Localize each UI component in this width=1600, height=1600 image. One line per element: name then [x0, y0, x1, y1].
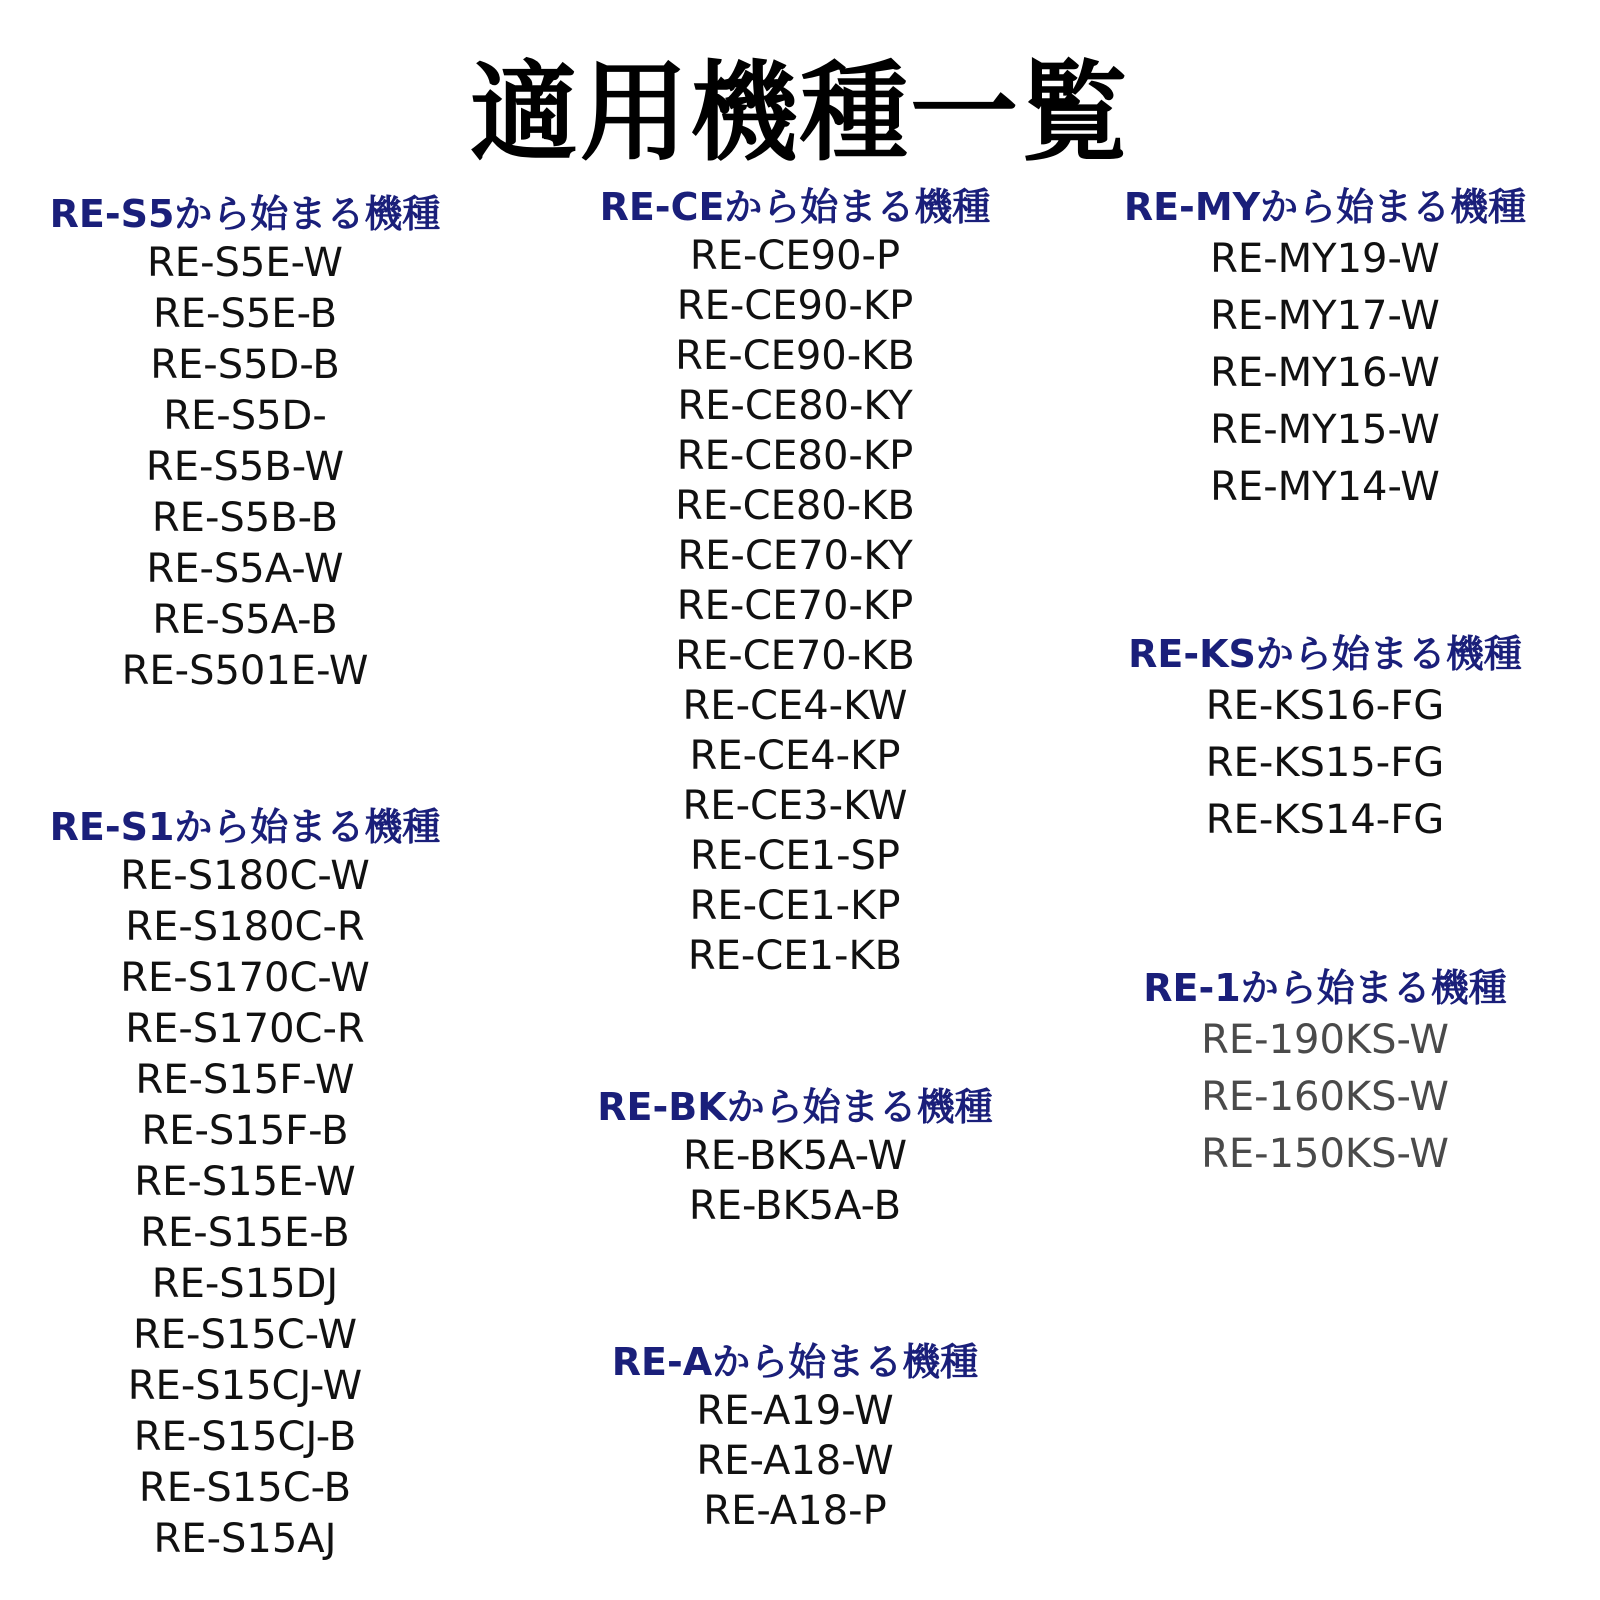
model-item: RE-S15C-W [132, 1311, 358, 1358]
model-item: RE-S15E-B [140, 1209, 350, 1256]
model-item: RE-S5B-B [151, 494, 339, 541]
model-item: RE-150KS-W [1201, 1130, 1449, 1177]
model-item: RE-S180C-R [125, 903, 365, 950]
group-heading: RE-BKから始まる機種 [597, 1085, 993, 1129]
model-item: RE-KS16-FG [1205, 682, 1445, 729]
model-item: RE-MY14-W [1210, 463, 1440, 510]
model-group-re-1 [1100, 966, 1550, 1183]
model-item: RE-A18-W [696, 1437, 894, 1484]
model-item: RE-BK5A-B [688, 1182, 902, 1229]
page-title: 適用機種一覧 [469, 51, 1130, 176]
model-item: RE-S5A-W [146, 545, 344, 592]
model-list [30, 238, 460, 697]
model-item: RE-CE3-KW [682, 782, 908, 829]
model-item: RE-CE1-SP [689, 832, 901, 879]
model-item: RE-A18-P [703, 1487, 887, 1534]
model-item: RE-S170C-W [120, 954, 370, 1001]
model-item: RE-S5B-W [145, 443, 345, 490]
model-item: RE-A19-W [696, 1387, 894, 1434]
model-group-re-s1 [30, 805, 460, 1565]
model-item: RE-160KS-W [1201, 1073, 1449, 1120]
model-item: RE-CE70-KB [675, 632, 915, 679]
group-heading: RE-MYから始まる機種 [1123, 185, 1527, 229]
model-item: RE-S5A-B [152, 596, 338, 643]
model-item: RE-S15F-B [141, 1107, 349, 1154]
model-item: RE-CE80-KY [677, 382, 913, 429]
model-list [1100, 678, 1550, 849]
model-item: RE-S501E-W [121, 647, 369, 694]
model-item: RE-S15CJ-B [133, 1413, 357, 1460]
model-item: RE-CE4-KP [689, 732, 901, 779]
model-item: RE-MY19-W [1210, 235, 1440, 282]
model-item: RE-KS15-FG [1205, 739, 1445, 786]
model-item: RE-190KS-W [1201, 1016, 1449, 1063]
model-item: RE-MY16-W [1210, 349, 1440, 396]
model-item: RE-CE70-KY [677, 532, 913, 579]
group-heading: RE-S5から始まる機種 [49, 192, 441, 236]
model-item: RE-S15CJ-W [127, 1362, 363, 1409]
model-list [575, 1131, 1015, 1231]
model-list [575, 231, 1015, 981]
model-item: RE-KS14-FG [1205, 796, 1445, 843]
model-item: RE-S5E-W [147, 239, 343, 286]
model-item: RE-CE70-KP [676, 582, 914, 629]
model-group-re-a [575, 1340, 1015, 1536]
model-item: RE-CE90-P [689, 232, 901, 279]
model-item: RE-MY17-W [1210, 292, 1440, 339]
model-item: RE-S15DJ [151, 1260, 339, 1307]
model-item: RE-S15C-B [138, 1464, 352, 1511]
model-list [30, 851, 460, 1565]
model-item: RE-CE90-KB [675, 332, 915, 379]
model-item: RE-CE90-KP [676, 282, 914, 329]
model-group-re-s5 [30, 192, 460, 697]
group-heading: RE-Aから始まる機種 [611, 1340, 979, 1384]
model-item: RE-S5E-B [152, 290, 338, 337]
model-item: RE-CE1-KB [687, 932, 903, 979]
group-heading: RE-CEから始まる機種 [599, 185, 991, 229]
model-group-re-bk [575, 1085, 1015, 1231]
group-heading: RE-S1から始まる機種 [49, 805, 441, 849]
model-item: RE-BK5A-W [682, 1132, 908, 1179]
model-item: RE-S15E-W [134, 1158, 356, 1205]
model-item: RE-S170C-R [125, 1005, 365, 1052]
model-group-re-ce [575, 185, 1015, 981]
model-item: RE-S5D- [163, 392, 327, 439]
model-list [575, 1386, 1015, 1536]
model-group-re-my [1100, 185, 1550, 516]
model-item: RE-CE4-KW [682, 682, 908, 729]
model-item: RE-S15AJ [153, 1515, 337, 1562]
model-list [1100, 1012, 1550, 1183]
model-item: RE-MY15-W [1210, 406, 1440, 453]
model-item: RE-CE80-KP [676, 432, 914, 479]
model-list [1100, 231, 1550, 516]
model-item: RE-S5D-B [150, 341, 340, 388]
model-item: RE-CE1-KP [689, 882, 901, 929]
model-item: RE-CE80-KB [675, 482, 915, 529]
group-heading: RE-KSから始まる機種 [1128, 632, 1522, 676]
model-item: RE-S180C-W [120, 852, 370, 899]
model-group-re-ks [1100, 632, 1550, 849]
group-heading: RE-1から始まる機種 [1143, 966, 1507, 1010]
model-item: RE-S15F-W [135, 1056, 355, 1103]
